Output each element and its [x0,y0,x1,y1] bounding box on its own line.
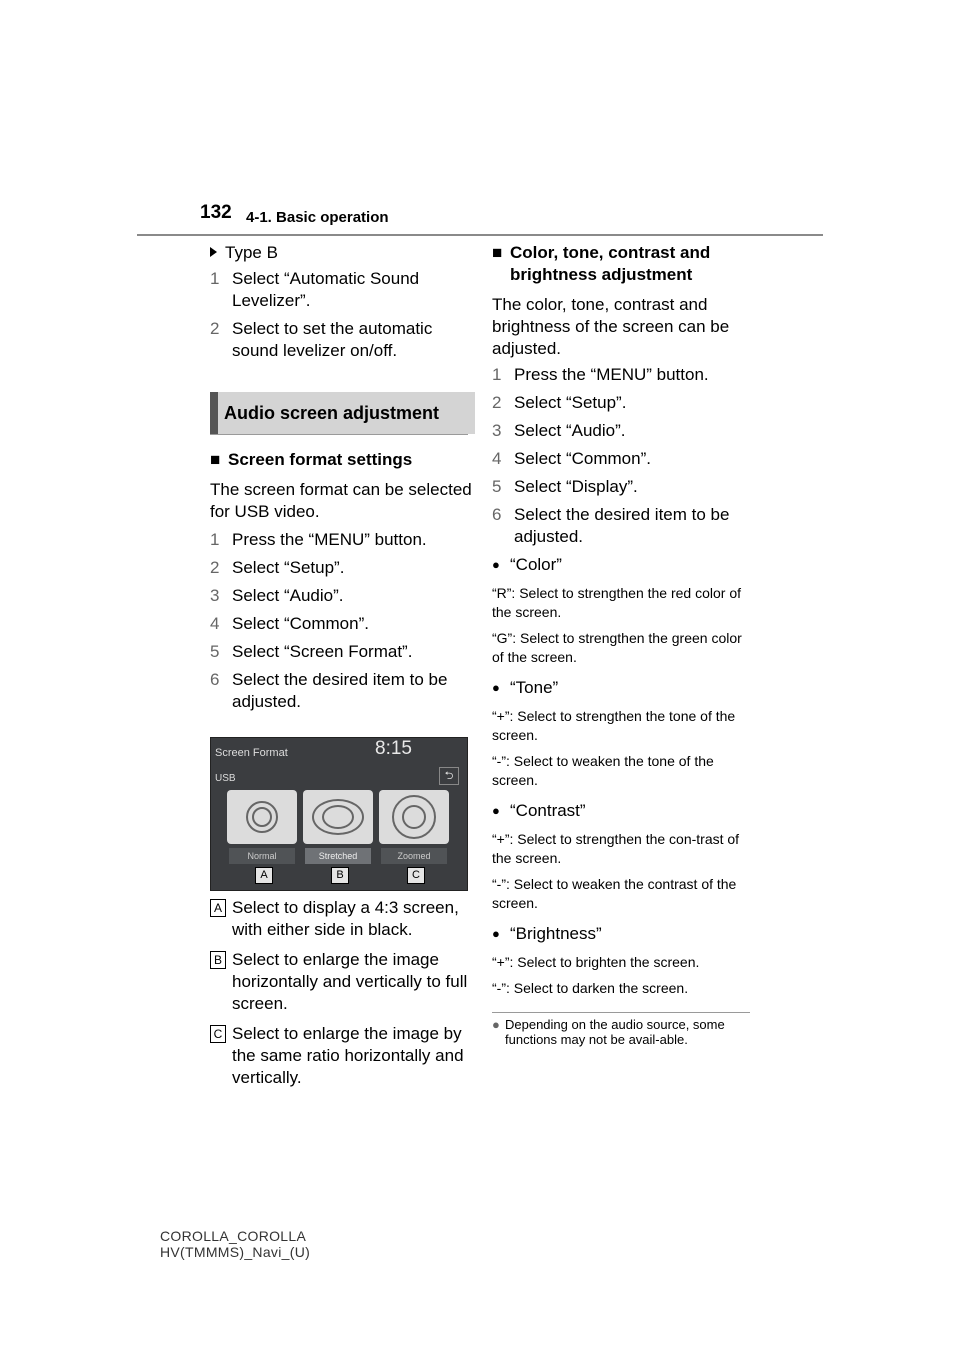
step-item: 2 Select to set the automatic sound levelizer on/off. [210,319,433,360]
screen-clock: 8:15 [375,738,412,759]
step-item: 4 Select “Common”. [492,449,651,468]
type-b-label: Type B [210,242,472,264]
zoomed-option: Zoomed [381,848,447,864]
step-item: 1 Press the “MENU” button. [210,530,427,549]
item-description: “-”: Select to weaken the contrast of the screen. [492,876,737,911]
stretched-preview [303,790,373,844]
step-item: 6 Select the desired item to be adjusted. [492,505,730,546]
step-item: 1 Select “Automatic Sound Levelizer”. [210,269,420,310]
section-box-divider [210,434,468,435]
step-item: 5 Select “Display”. [492,477,638,496]
item-description: “+”: Select to brighten the screen. [492,954,700,970]
square-bullet-icon: ■ [210,450,221,469]
normal-option: Normal [229,848,295,864]
bullet-icon: ● [492,557,500,572]
step-item: 3 Select “Audio”. [210,586,344,605]
footer-doc-id: COROLLA_COROLLA HV(TMMMS)_Navi_(U) [160,1228,311,1260]
callout-b: B [331,867,349,884]
step-item: 2 Select “Setup”. [492,393,627,412]
square-bullet-icon: ■ [492,243,503,262]
header-divider [137,234,823,236]
item-description: “+”: Select to strengthen the tone of the screen. [492,708,736,743]
paragraph: The color, tone, contrast and brightness of the screen can be adjusted. [492,295,730,358]
item-heading-brightness: ● “Brightness” [492,924,602,943]
item-heading-tone: ● “Tone” [492,678,559,697]
back-icon: ⮌ [439,767,459,785]
section-title: 4-1. Basic operation [246,209,389,226]
bullet-icon: ● [492,803,500,818]
step-item: 5 Select “Screen Format”. [210,642,413,661]
note: ● Depending on the audio source, some functions may not be avail-able. [492,1017,725,1047]
note-bullet-icon: ● [492,1017,500,1032]
callout-c: C [407,867,425,884]
item-heading-color: ● “Color” [492,555,562,574]
item-description: “+”: Select to strengthen the con-trast of the screen. [492,831,740,866]
item-description: “-”: Select to darken the screen. [492,980,689,996]
bullet-icon: ● [492,926,500,941]
screen-source: USB [215,773,236,784]
screen-title: Screen Format [215,747,288,759]
step-item: 6 Select the desired item to be adjusted. [210,670,448,711]
item-description: “-”: Select to weaken the tone of the screen. [492,753,714,788]
key-item: A Select to display a 4:3 screen, with either side in black. [210,897,472,941]
paragraph: The screen format can be selected for USB video. [210,480,472,521]
key-item: B Select to enlarge the image horizontally and vertically to full screen. [210,949,472,1015]
normal-preview [227,790,297,844]
step-item: 2 Select “Setup”. [210,558,345,577]
note-divider [492,1012,750,1013]
item-heading-contrast: ● “Contrast” [492,801,586,820]
step-item: 4 Select “Common”. [210,614,369,633]
subheading: ■ Screen format settings [210,450,413,469]
page-number: 132 [200,202,232,223]
triangle-icon [210,247,217,257]
zoomed-preview [379,790,449,844]
item-description: “G”: Select to strengthen the green color of the screen. [492,630,742,665]
subheading: ■ Color, tone, contrast and brightness adjustment [492,243,711,284]
item-description: “R”: Select to strengthen the red color of the screen. [492,585,742,620]
screen-format-screenshot [210,737,468,891]
right-column [492,242,754,1047]
step-item: 1 Press the “MENU” button. [492,365,709,384]
section-box-title: Audio screen adjustment [210,392,475,434]
key-item: C Select to enlarge the image by the same ratio horizontally and vertically. [210,1023,472,1089]
bullet-icon: ● [492,680,500,695]
callout-a: A [255,867,273,884]
left-column [210,242,472,1097]
stretched-option: Stretched [305,848,371,864]
step-item: 3 Select “Audio”. [492,421,626,440]
